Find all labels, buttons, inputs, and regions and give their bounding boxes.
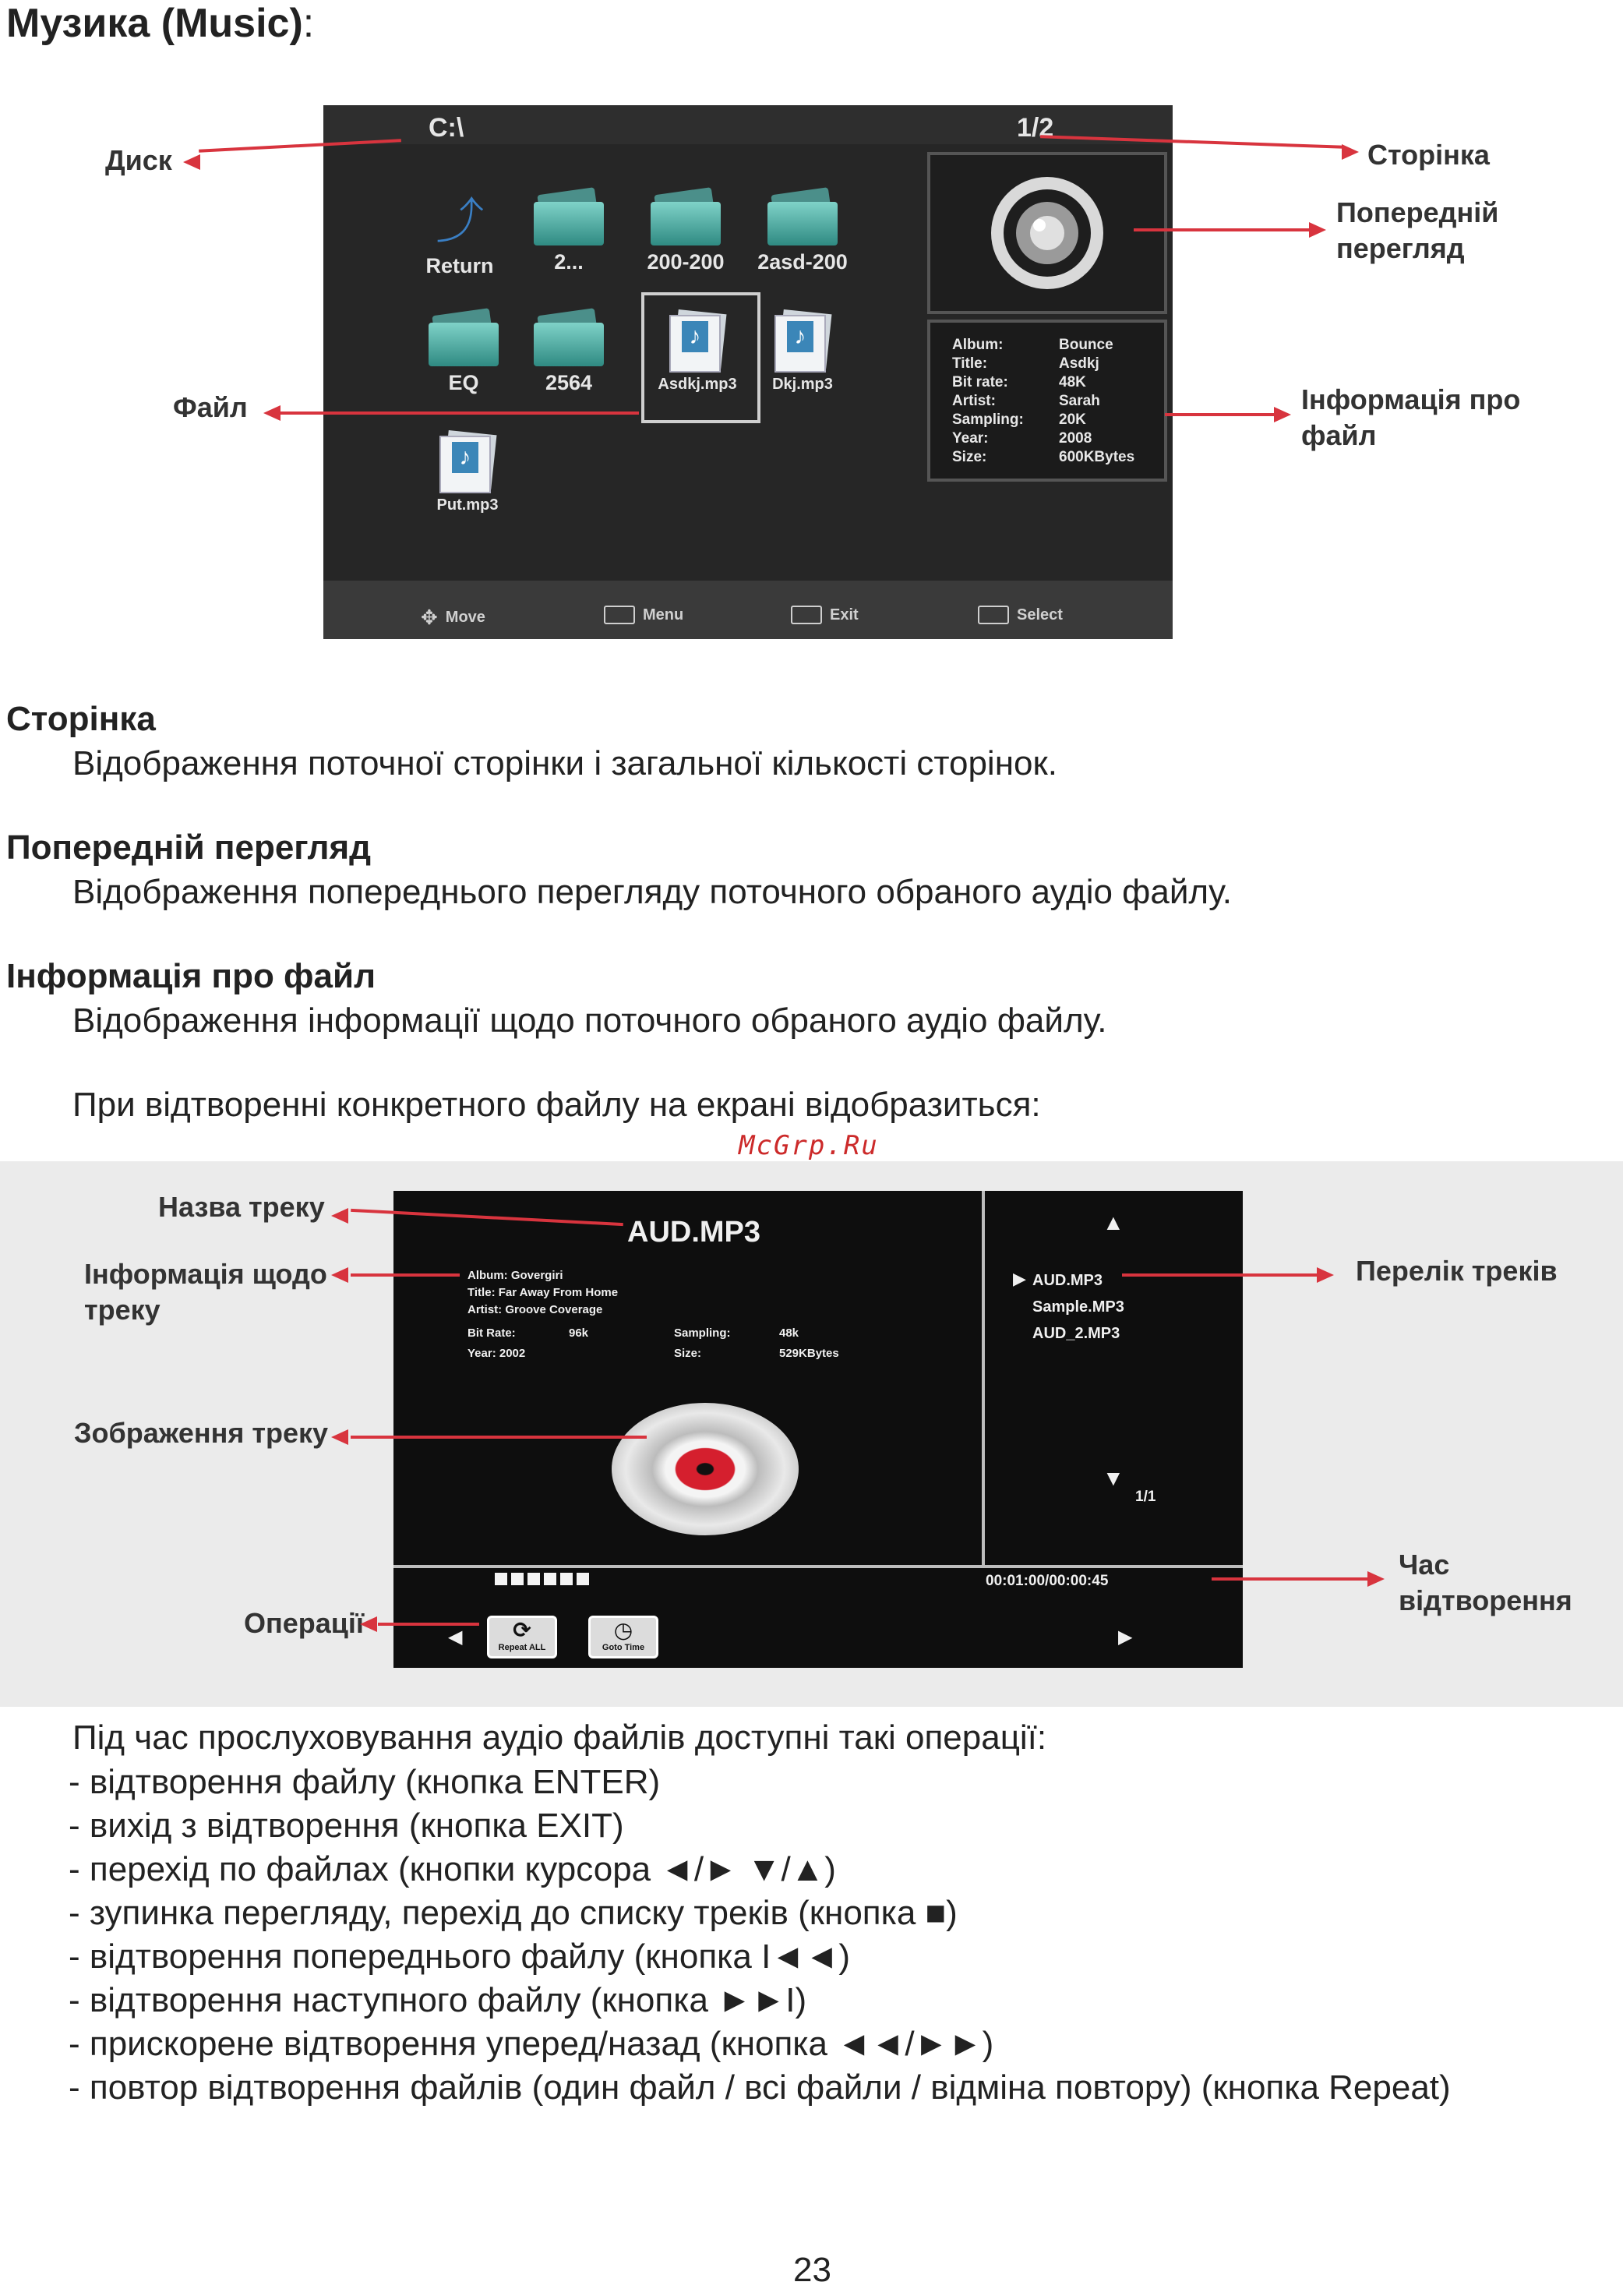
browser-item-folder[interactable]: 200-200	[627, 191, 744, 274]
operation-item: - зупинка перегляду, перехід до списку треків (кнопка ■)	[69, 1894, 958, 1932]
operation-item: - відтворення файлу (кнопка ENTER)	[69, 1763, 661, 1801]
callout-track-list: Перелік треків	[1356, 1255, 1558, 1287]
callout-operations: Операції	[244, 1607, 365, 1639]
clock-icon: ◷	[613, 1618, 633, 1642]
section-text-preview: Відображення попереднього перегляду поточного обраного аудіо файлу.	[72, 873, 1232, 911]
playlist-item[interactable]: AUD.MP3	[1032, 1272, 1103, 1289]
playlist-item[interactable]: AUD_2.MP3	[1032, 1325, 1120, 1342]
callout-file: Файл	[173, 391, 248, 423]
arrow-head-icon	[1317, 1267, 1334, 1283]
callout-track-name: Назва треку	[158, 1191, 325, 1223]
callout-arrow	[1134, 228, 1309, 231]
browser-item-folder[interactable]: 2564	[510, 312, 627, 395]
track-info-artist: Artist: Groove Coverage	[467, 1303, 603, 1316]
page-number: 23	[793, 2251, 831, 2289]
arrow-head-icon	[1309, 222, 1326, 238]
playback-intro: При відтворенні конкретного файлу на екрані відобразиться:	[72, 1086, 1041, 1124]
page-title: Музика (Music):	[6, 1, 315, 46]
music-browser-screenshot	[323, 105, 1173, 639]
preview-panel	[927, 152, 1167, 314]
page-indicator: 1/2	[1017, 113, 1054, 143]
operations-intro: Під час прослуховування аудіо файлів доступні такі операції:	[72, 1718, 1047, 1757]
music-file-icon: ♪	[771, 312, 834, 371]
prev-arrow-icon[interactable]: ◀	[448, 1627, 463, 1648]
file-info-panel: Album: Bounce Title: Asdkj Bit rate: 48K Artist: Sarah Sampling: 20K Year: 2008 Size: 600KBytes	[927, 320, 1167, 482]
track-info-sampling: 48k	[779, 1326, 799, 1340]
divider	[982, 1191, 985, 1565]
track-info-bitrate-label: Bit Rate:	[467, 1326, 516, 1340]
hint-menu: Menu	[604, 606, 683, 624]
callout-arrow	[280, 412, 639, 415]
arrow-head-icon	[183, 154, 200, 170]
exit-key-icon	[791, 606, 822, 624]
operation-item: - відтворення попереднього файлу (кнопка I◄◄)	[69, 1937, 851, 1976]
next-arrow-icon[interactable]: ▶	[1118, 1627, 1133, 1648]
repeat-icon: ⟳	[513, 1618, 531, 1642]
menu-key-icon	[604, 606, 635, 624]
hint-select: Select	[978, 606, 1063, 624]
arrow-head-icon	[263, 405, 280, 421]
track-info-size-label: Size:	[674, 1347, 702, 1360]
hint-bar	[323, 581, 1173, 639]
hint-move: ✥ Move	[421, 606, 485, 629]
callout-track-image: Зображення треку	[74, 1417, 329, 1449]
disk-path: C:\	[429, 113, 464, 143]
callout-page: Сторінка	[1367, 139, 1490, 171]
goto-time-button[interactable]: ◷ Goto Time	[588, 1616, 658, 1658]
folder-icon	[767, 191, 838, 245]
cd-disc-icon	[612, 1403, 799, 1535]
operation-item: - прискорене відтворення уперед/назад (кнопка ◄◄/►►)	[69, 2025, 994, 2063]
track-info-title: Title: Far Away From Home	[467, 1286, 619, 1299]
music-file-icon: ♪	[436, 433, 499, 492]
arrow-head-icon	[1274, 407, 1291, 422]
repeat-all-button[interactable]: ⟳ Repeat ALL	[487, 1616, 557, 1658]
callout-play-time: Час відтворення	[1399, 1549, 1572, 1616]
callout-arrow	[378, 1623, 479, 1626]
browser-item-music-file[interactable]: ♪ Put.mp3	[409, 433, 526, 514]
section-heading-file-info: Інформація про файл	[6, 957, 376, 995]
callout-track-info: Інформація щодо треку	[84, 1258, 327, 1326]
play-time: 00:01:00/00:00:45	[986, 1573, 1109, 1589]
folder-icon	[534, 191, 604, 245]
arrow-head-icon	[1342, 144, 1359, 160]
move-arrows-icon: ✥	[421, 606, 438, 629]
browser-item-folder[interactable]: 2asd-200	[744, 191, 861, 274]
playlist-page: 1/1	[1135, 1489, 1156, 1505]
track-info-bitrate: 96k	[569, 1326, 589, 1340]
return-icon: ⤴	[435, 195, 484, 249]
section-text-page: Відображення поточної сторінки і загальної кількості сторінок.	[72, 744, 1057, 782]
watermark: McGrp.Ru	[739, 1130, 879, 1161]
operation-item: - відтворення наступного файлу (кнопка ►►I)	[69, 1981, 807, 2019]
section-heading-preview: Попередній перегляд	[6, 828, 372, 867]
browser-item-return[interactable]: ⤴ Return	[401, 195, 518, 278]
callout-arrow	[1212, 1577, 1367, 1581]
operation-item: - повтор відтворення файлів (один файл / всі файли / відміна повтору) (кнопка Repeat)	[69, 2068, 1451, 2107]
callout-arrow	[1165, 413, 1274, 416]
arrow-head-icon	[331, 1267, 348, 1283]
folder-icon	[534, 312, 604, 366]
track-info-size: 529KBytes	[779, 1347, 839, 1360]
browser-item-folder[interactable]: EQ	[405, 312, 522, 395]
folder-icon	[429, 312, 499, 366]
callout-arrow	[1122, 1273, 1317, 1277]
section-heading-page: Сторінка	[6, 700, 156, 738]
track-info-sampling-label: Sampling:	[674, 1326, 731, 1340]
track-info-year: Year: 2002	[467, 1347, 526, 1360]
section-text-file-info: Відображення інформації щодо поточного обраного аудіо файлу.	[72, 1001, 1107, 1040]
operation-item: - вихід з відтворення (кнопка EXIT)	[69, 1807, 624, 1845]
arrow-head-icon	[331, 1429, 348, 1445]
callout-file-info: Інформація про файл	[1301, 383, 1521, 451]
arrow-head-icon	[331, 1208, 348, 1224]
callout-arrow	[351, 1273, 460, 1277]
music-file-icon: ♪	[666, 312, 729, 371]
track-info-album: Album: Govergiri	[467, 1269, 563, 1282]
arrow-head-icon	[360, 1616, 377, 1632]
play-pointer-icon: ▶	[1013, 1269, 1026, 1288]
scroll-up-icon[interactable]: ▲	[1103, 1210, 1124, 1235]
callout-arrow	[351, 1436, 647, 1439]
browser-top-bar	[323, 105, 1173, 144]
track-name: AUD.MP3	[627, 1216, 761, 1249]
browser-item-music-file[interactable]: ♪ Dkj.mp3	[744, 312, 861, 394]
browser-item-music-file[interactable]: ♪ Asdkj.mp3	[639, 312, 756, 394]
playlist-item[interactable]: Sample.MP3	[1032, 1298, 1124, 1316]
select-key-icon	[978, 606, 1009, 624]
hint-exit: Exit	[791, 606, 859, 624]
callout-preview: Попередній перегляд	[1336, 196, 1499, 264]
browser-item-folder[interactable]: 2...	[510, 191, 627, 274]
callout-disk: Диск	[105, 144, 172, 176]
speaker-icon	[930, 155, 1164, 311]
progress-indicator	[495, 1573, 589, 1585]
music-player-screenshot	[393, 1191, 1243, 1668]
scroll-down-icon[interactable]: ▼	[1103, 1466, 1124, 1490]
folder-icon	[651, 191, 721, 245]
arrow-head-icon	[1367, 1571, 1385, 1587]
divider	[393, 1565, 1243, 1568]
operation-item: - перехід по файлах (кнопки курсора ◄/► ▼/▲)	[69, 1850, 836, 1888]
